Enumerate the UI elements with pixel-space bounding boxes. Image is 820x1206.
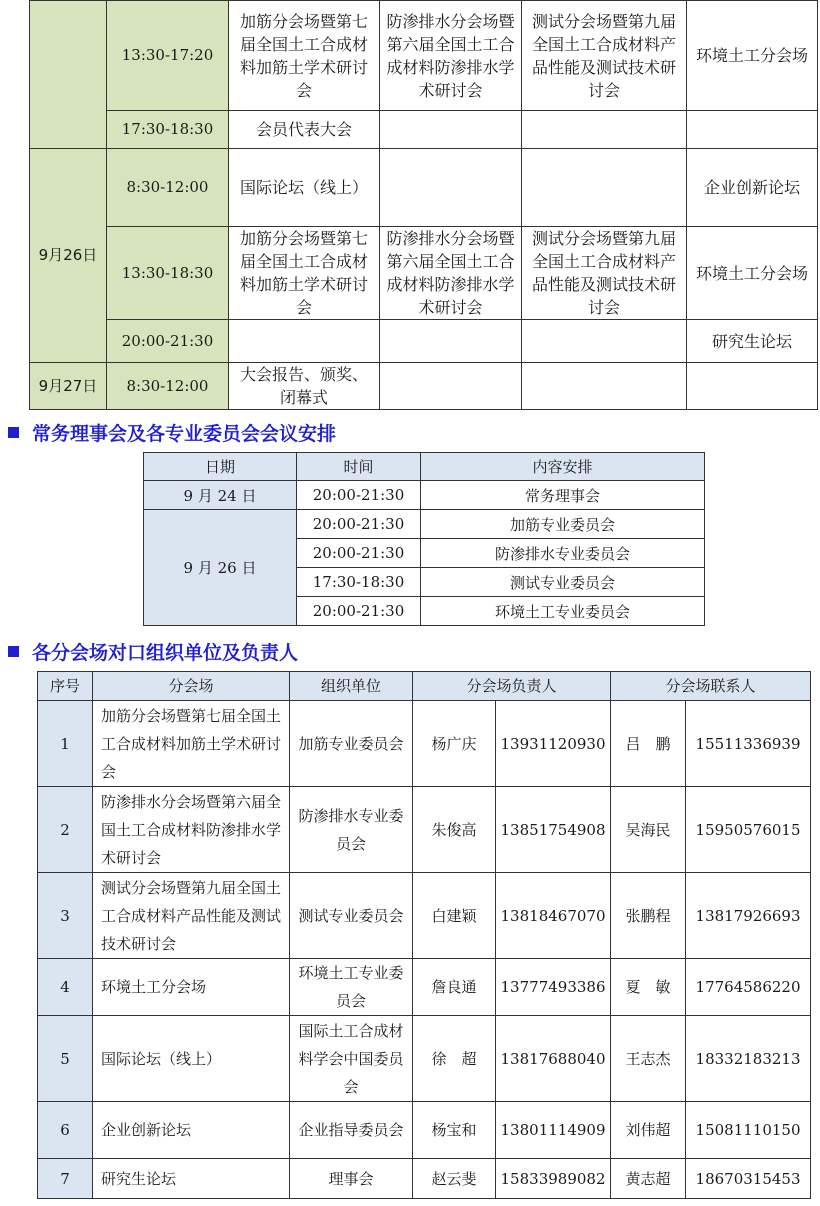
session-cell <box>380 320 522 363</box>
session-cell: 测试分会场暨第九届全国土工合成材料产品性能及测试技术研讨会 <box>522 1 687 111</box>
row-number: 7 <box>38 1159 93 1199</box>
venue-cell: 环境土工分会场 <box>93 959 290 1016</box>
head-name: 詹良通 <box>413 959 496 1016</box>
section-title: 常务理事会及各专业委员会会议安排 <box>32 422 337 445</box>
contact-phone: 18332183213 <box>686 1016 811 1102</box>
content-cell: 环境土工专业委员会 <box>421 597 705 626</box>
head-name: 杨宝和 <box>413 1102 496 1159</box>
column-header: 时间 <box>297 453 421 481</box>
square-bullet-icon <box>8 427 19 438</box>
time-cell: 17:30-18:30 <box>297 568 421 597</box>
table-row <box>38 787 811 873</box>
head-name: 徐 超 <box>413 1016 496 1102</box>
section-heading <box>8 638 298 664</box>
council-table <box>143 452 705 626</box>
org-cell: 国际土工合成材料学会中国委员会 <box>290 1016 413 1102</box>
row-number: 1 <box>38 701 93 787</box>
contact-name: 刘伟超 <box>611 1102 686 1159</box>
org-cell: 加筋专业委员会 <box>290 701 413 787</box>
table-header-row <box>144 453 705 481</box>
date-cell: 9 月 26 日 <box>144 510 297 626</box>
content-cell: 测试专业委员会 <box>421 568 705 597</box>
contact-phone: 13817926693 <box>686 873 811 959</box>
session-cell <box>229 320 380 363</box>
time-cell: 13:30-17:20 <box>107 1 229 111</box>
head-phone: 13817688040 <box>496 1016 611 1102</box>
contact-phone: 18670315453 <box>686 1159 811 1199</box>
column-header: 分会场联系人 <box>611 672 811 701</box>
session-cell <box>522 363 687 410</box>
venue-cell: 企业创新论坛 <box>93 1102 290 1159</box>
table-row <box>38 1159 811 1199</box>
contact-name: 吕 鹏 <box>611 701 686 787</box>
row-number: 6 <box>38 1102 93 1159</box>
row-number: 4 <box>38 959 93 1016</box>
table-row <box>38 873 811 959</box>
row-number: 2 <box>38 787 93 873</box>
table-row <box>38 959 811 1016</box>
head-name: 赵云斐 <box>413 1159 496 1199</box>
table-row <box>38 701 811 787</box>
org-cell: 防渗排水专业委员会 <box>290 787 413 873</box>
contact-name: 张鹏程 <box>611 873 686 959</box>
session-cell: 加筋分会场暨第七届全国土工合成材料加筋土学术研讨会 <box>229 1 380 111</box>
session-cell: 会员代表大会 <box>229 111 380 149</box>
section-heading <box>8 419 336 445</box>
time-cell: 20:00-21:30 <box>297 539 421 568</box>
section-title: 各分会场对口组织单位及负责人 <box>32 641 299 664</box>
org-cell: 测试专业委员会 <box>290 873 413 959</box>
venue-cell: 研究生论坛 <box>93 1159 290 1199</box>
session-cell: 国际论坛（线上） <box>229 149 380 227</box>
time-cell: 8:30-12:00 <box>107 363 229 410</box>
time-cell: 20:00-21:30 <box>297 510 421 539</box>
head-name: 白建颖 <box>413 873 496 959</box>
contact-phone: 17764586220 <box>686 959 811 1016</box>
session-cell <box>522 111 687 149</box>
date-cell <box>30 1 107 149</box>
head-name: 朱俊高 <box>413 787 496 873</box>
table-row <box>30 149 818 227</box>
session-cell <box>687 363 818 410</box>
head-phone: 15833989082 <box>496 1159 611 1199</box>
time-cell: 20:00-21:30 <box>297 597 421 626</box>
venue-cell: 测试分会场暨第九届全国土工合成材料产品性能及测试技术研讨会 <box>93 873 290 959</box>
session-cell: 环境土工分会场 <box>687 227 818 320</box>
table-row <box>38 1016 811 1102</box>
contact-name: 吴海民 <box>611 787 686 873</box>
contact-name: 夏 敏 <box>611 959 686 1016</box>
date-cell: 9 月 24 日 <box>144 481 297 510</box>
column-header: 分会场 <box>93 672 290 701</box>
session-cell <box>380 111 522 149</box>
table-row <box>144 510 705 539</box>
venue-cell: 加筋分会场暨第七届全国土工合成材料加筋土学术研讨会 <box>93 701 290 787</box>
session-cell: 大会报告、颁奖、闭幕式 <box>229 363 380 410</box>
column-header: 序号 <box>38 672 93 701</box>
head-phone: 13818467070 <box>496 873 611 959</box>
contact-phone: 15950576015 <box>686 787 811 873</box>
contact-phone: 15081110150 <box>686 1102 811 1159</box>
table-row <box>30 320 818 363</box>
table-row <box>144 481 705 510</box>
head-phone: 13801114909 <box>496 1102 611 1159</box>
content-cell: 常务理事会 <box>421 481 705 510</box>
content-cell: 防渗排水专业委员会 <box>421 539 705 568</box>
session-cell: 防渗排水分会场暨第六届全国土工合成材料防渗排水学术研讨会 <box>380 1 522 111</box>
head-phone: 13777493386 <box>496 959 611 1016</box>
table-row <box>30 227 818 320</box>
time-cell: 17:30-18:30 <box>107 111 229 149</box>
branch-organizers-table <box>37 671 811 1199</box>
org-cell: 理事会 <box>290 1159 413 1199</box>
row-number: 3 <box>38 873 93 959</box>
column-header: 组织单位 <box>290 672 413 701</box>
time-cell: 8:30-12:00 <box>107 149 229 227</box>
session-cell: 环境土工分会场 <box>687 1 818 111</box>
contact-name: 黄志超 <box>611 1159 686 1199</box>
head-phone: 13931120930 <box>496 701 611 787</box>
time-cell: 20:00-21:30 <box>107 320 229 363</box>
column-header: 内容安排 <box>421 453 705 481</box>
column-header: 日期 <box>144 453 297 481</box>
venue-cell: 国际论坛（线上） <box>93 1016 290 1102</box>
table-row <box>38 1102 811 1159</box>
session-cell <box>380 149 522 227</box>
table-row <box>30 1 818 111</box>
session-cell <box>687 111 818 149</box>
session-cell: 加筋分会场暨第七届全国土工合成材料加筋土学术研讨会 <box>229 227 380 320</box>
venue-cell: 防渗排水分会场暨第六届全国土工合成材料防渗排水学术研讨会 <box>93 787 290 873</box>
table-row <box>30 111 818 149</box>
org-cell: 环境土工专业委员会 <box>290 959 413 1016</box>
contact-phone: 15511336939 <box>686 701 811 787</box>
table-header-row <box>38 672 811 701</box>
content-cell: 加筋专业委员会 <box>421 510 705 539</box>
head-name: 杨广庆 <box>413 701 496 787</box>
date-cell: 9月27日 <box>30 363 107 410</box>
square-bullet-icon <box>8 646 19 657</box>
contact-name: 王志杰 <box>611 1016 686 1102</box>
table-row <box>30 363 818 410</box>
time-cell: 13:30-18:30 <box>107 227 229 320</box>
column-header: 分会场负责人 <box>413 672 611 701</box>
session-cell <box>522 149 687 227</box>
head-phone: 13851754908 <box>496 787 611 873</box>
session-cell: 防渗排水分会场暨第六届全国土工合成材料防渗排水学术研讨会 <box>380 227 522 320</box>
session-cell: 研究生论坛 <box>687 320 818 363</box>
schedule-table <box>29 0 818 410</box>
time-cell: 20:00-21:30 <box>297 481 421 510</box>
date-cell: 9月26日 <box>30 149 107 363</box>
session-cell <box>380 363 522 410</box>
session-cell <box>522 320 687 363</box>
session-cell: 企业创新论坛 <box>687 149 818 227</box>
row-number: 5 <box>38 1016 93 1102</box>
session-cell: 测试分会场暨第九届全国土工合成材料产品性能及测试技术研讨会 <box>522 227 687 320</box>
org-cell: 企业指导委员会 <box>290 1102 413 1159</box>
